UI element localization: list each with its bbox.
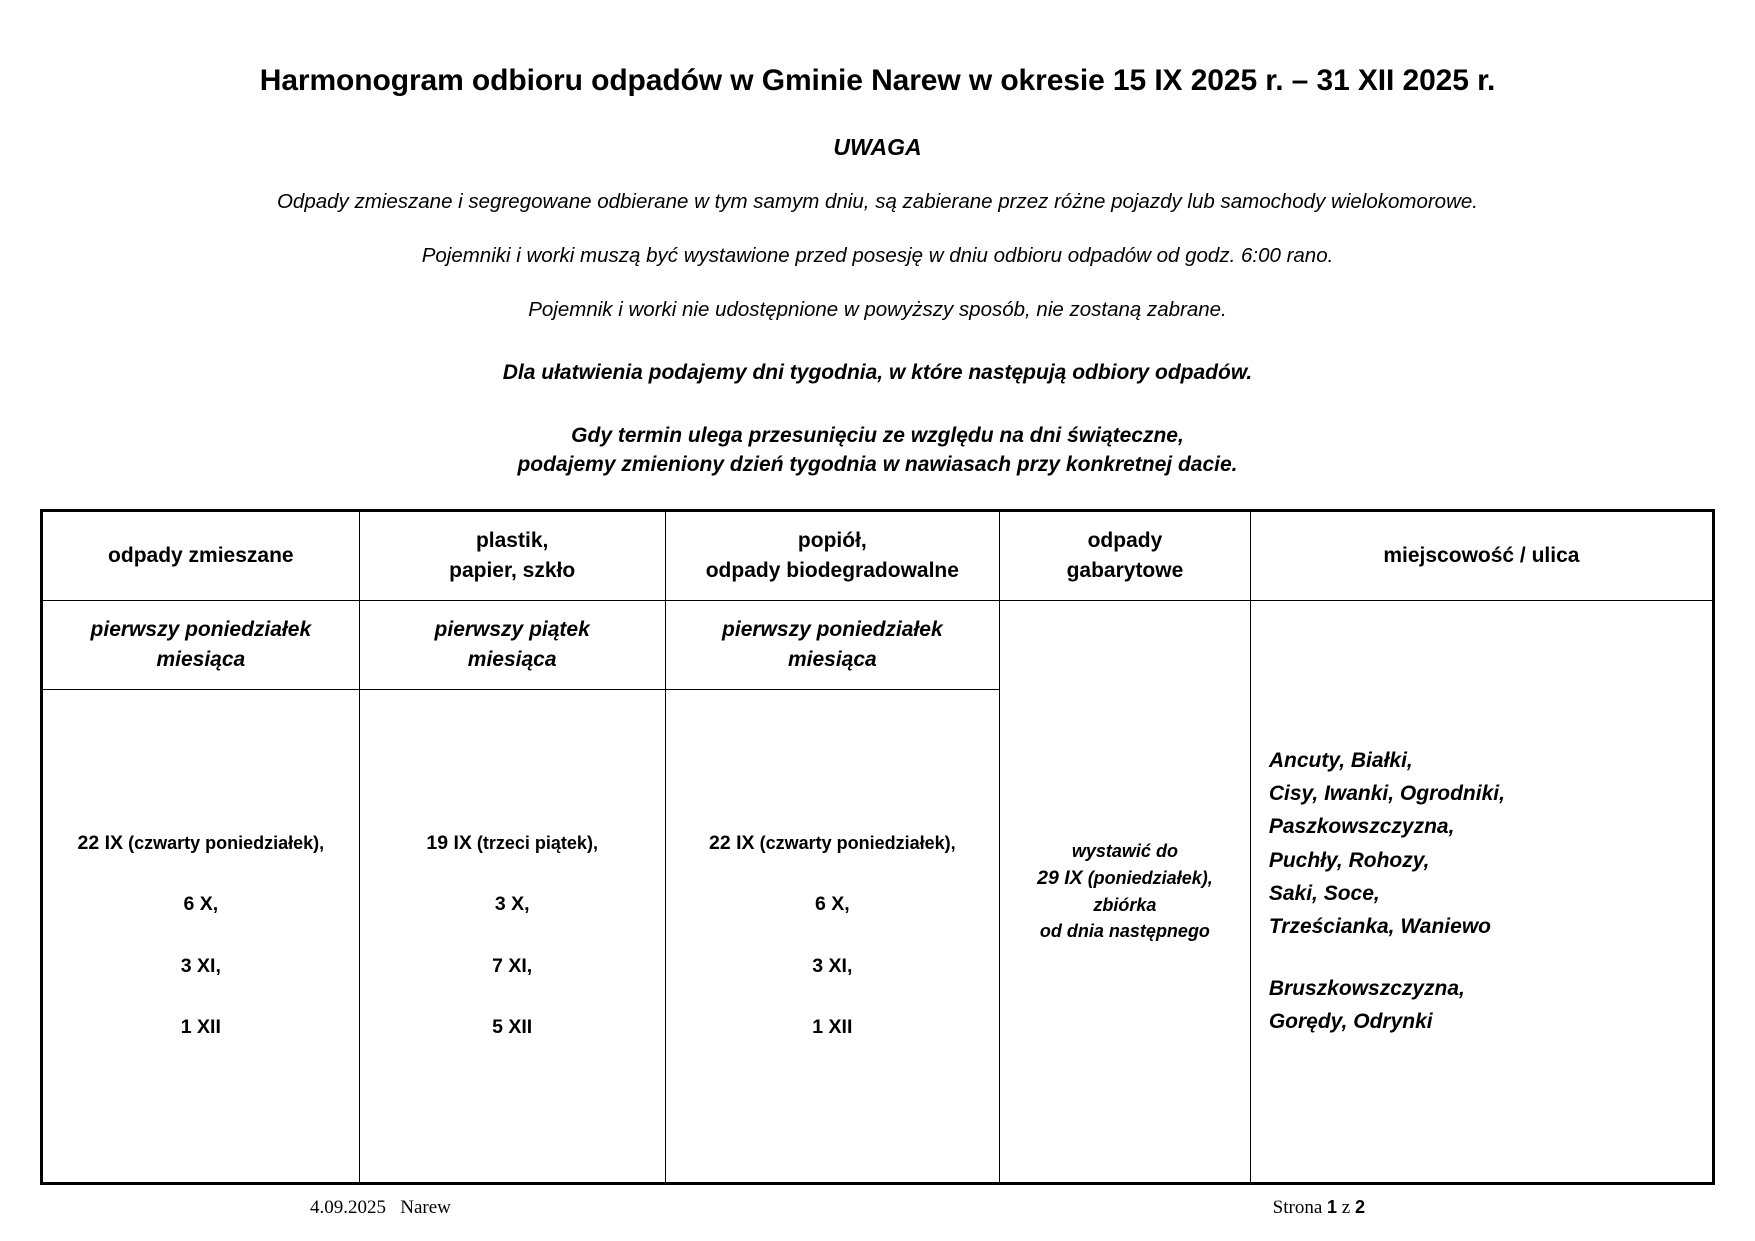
- cell-plastic-dates: [359, 689, 665, 1183]
- table-header: [42, 510, 1714, 600]
- footer-page-current: 1: [1327, 1197, 1338, 1217]
- header-plastic-paper-glass: [359, 510, 665, 600]
- locality-line: Ancuty, Białki,: [1268, 749, 1413, 772]
- bulky-date: 29 IX: [1037, 867, 1083, 889]
- cell-mixed-waste-dates: [42, 689, 360, 1183]
- footer-date-place: [60, 1197, 451, 1219]
- header-plastic-line-2: papier, szkło: [449, 558, 576, 582]
- header-ash-line-1: popiół,: [797, 528, 867, 552]
- locality-list: [1257, 744, 1706, 1038]
- locality-line: Bruszkowszczyzna,: [1268, 977, 1465, 1001]
- notice-holiday-note-line-2: podajemy zmieniony dzień tygodnia w nawiasach przy konkretnej dacie.: [517, 452, 1238, 476]
- date-value: 5 XII: [492, 1016, 533, 1039]
- date-item: [49, 1018, 353, 1038]
- subheader-plastic-line-1: pierwszy piątek: [434, 617, 590, 641]
- date-value: 6 X,: [183, 893, 219, 916]
- date-value: 3 XI,: [812, 954, 853, 977]
- bulky-date-weekday: (poniedziałek),: [1082, 868, 1213, 888]
- plastic-date-list: [366, 831, 659, 1039]
- subheader-plastic-line-2: miesiąca: [467, 647, 557, 671]
- locality-line: Saki, Soce,: [1268, 881, 1380, 905]
- footer-page-total: 2: [1354, 1197, 1365, 1217]
- page-title: Harmonogram odbioru odpadów w Gminie Narew w okresie 15 IX 2025 r. – 31 XII 2025 r.: [259, 64, 1496, 97]
- locality-group-2: [1269, 972, 1706, 1038]
- locality-line: Trześcianka, Waniewo: [1268, 914, 1491, 938]
- notice-line-4: Dla ułatwienia podajemy dni tygodnia, w które następują odbiory odpadów.: [502, 361, 1253, 385]
- table-body: [42, 600, 1714, 1183]
- date-item: [366, 1018, 659, 1038]
- date-value: 7 XI,: [492, 954, 533, 977]
- ash-date-list: [672, 831, 993, 1039]
- date-qualifier: (trzeci piątek),: [471, 832, 598, 853]
- notice-section: [0, 133, 1755, 480]
- date-item: [672, 831, 993, 854]
- date-item: [366, 954, 659, 977]
- notice-heading: UWAGA: [833, 133, 922, 160]
- mixed-waste-date-list: [49, 831, 353, 1039]
- date-value: 6 X,: [814, 893, 850, 916]
- date-qualifier: (czwarty poniedziałek),: [123, 832, 325, 853]
- locality-line: Gorędy, Odrynki: [1268, 1010, 1433, 1034]
- notice-holiday-note-line-1: Gdy termin ulega przesunięciu ze względu na dni świąteczne,: [571, 423, 1184, 447]
- date-item: [366, 895, 659, 915]
- cell-ash-dates: [665, 689, 999, 1183]
- locality-line: Cisy, Iwanki, Ogrodniki,: [1268, 782, 1505, 806]
- footer-page-separator: z: [1337, 1197, 1355, 1218]
- cell-bulky-waste: [1000, 600, 1251, 1183]
- date-value: 3 X,: [494, 893, 530, 916]
- date-item: [49, 831, 353, 854]
- bulky-instructions: [1006, 838, 1244, 945]
- header-bulky-line-1: odpady: [1087, 528, 1163, 552]
- bulky-line-1: wystawić do: [1071, 840, 1178, 861]
- subheader-mixed-line-2: miesiąca: [156, 647, 246, 671]
- footer-date: 4.09.2025: [310, 1197, 386, 1218]
- table-header-row: [42, 510, 1714, 600]
- subheader-ash-line-1: pierwszy poniedziałek: [722, 617, 943, 641]
- subheader-mixed-line-1: pierwszy poniedziałek: [90, 617, 312, 641]
- date-item: [49, 895, 353, 915]
- date-item: [672, 895, 993, 915]
- notice-line-1: Odpady zmieszane i segregowane odbierane w tym samym dniu, są zabierane przez różne pojazdy lub samochody wielokomorowe.: [276, 190, 1478, 214]
- bulky-line-3: zbiórka: [1093, 895, 1157, 916]
- subheader-ash-line-2: miesiąca: [787, 647, 877, 671]
- footer-place: Narew: [400, 1197, 451, 1218]
- cell-localities: [1250, 600, 1713, 1183]
- header-plastic-line-1: plastik,: [475, 528, 549, 552]
- notice-line-3: Pojemnik i worki nie udostępnione w powyższy sposób, nie zostaną zabrane.: [528, 297, 1227, 321]
- date-value: 22 IX: [77, 831, 124, 854]
- date-item: [672, 1018, 993, 1038]
- locality-group-1: [1269, 744, 1706, 943]
- header-locality: miejscowość / ulica: [1250, 510, 1713, 600]
- schedule-table: [40, 509, 1715, 1185]
- locality-line: Paszkowszczyzna,: [1268, 815, 1455, 839]
- date-value: 1 XII: [180, 1016, 221, 1039]
- footer-page-number: [1273, 1197, 1695, 1219]
- subheader-plastic: [359, 600, 665, 689]
- table-subheader-row: [42, 600, 1714, 689]
- locality-line: Puchły, Rohozy,: [1268, 848, 1430, 872]
- header-bulky-waste: [1000, 510, 1251, 600]
- footer-page-prefix: Strona: [1272, 1197, 1328, 1218]
- date-value: 22 IX: [709, 831, 755, 854]
- date-qualifier: (czwarty poniedziałek),: [754, 832, 956, 853]
- subheader-mixed-waste: [42, 600, 360, 689]
- header-ash-line-2: odpady biodegradowalne: [705, 558, 959, 582]
- schedule-table-wrapper: [0, 509, 1755, 1185]
- notice-holiday-note: [60, 422, 1695, 480]
- date-value: 19 IX: [426, 831, 472, 854]
- bulky-line-4: od dnia następnego: [1039, 921, 1210, 942]
- date-item: [49, 954, 353, 977]
- date-item: [366, 831, 659, 854]
- date-value: 1 XII: [812, 1016, 853, 1039]
- date-item: [672, 954, 993, 977]
- header-bulky-line-2: gabarytowe: [1066, 558, 1184, 582]
- header-ash-bio: [665, 510, 999, 600]
- page-footer: [0, 1197, 1755, 1219]
- header-mixed-waste: odpady zmieszane: [42, 510, 360, 600]
- bulky-line-2: [1006, 864, 1244, 892]
- notice-line-2: Pojemniki i worki muszą być wystawione przed posesję w dniu odbioru odpadów od godz. 6:00 rano.: [421, 244, 1334, 268]
- date-value: 3 XI,: [180, 954, 221, 977]
- subheader-ash: [665, 600, 999, 689]
